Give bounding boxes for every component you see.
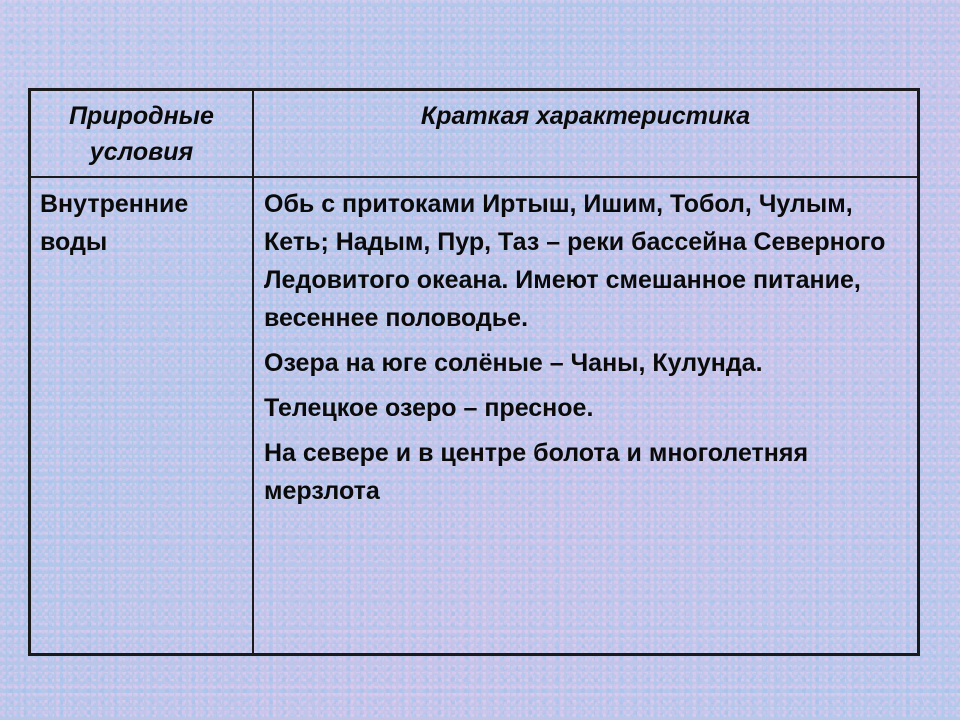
paragraph-salt-lakes: Озера на юге солёные – Чаны, Кулунда. bbox=[264, 349, 763, 377]
row-characteristic-cell bbox=[254, 178, 917, 653]
header-brief-characteristic: Краткая характеристика bbox=[254, 91, 917, 178]
paragraph-rivers: Обь с притоками Иртыш, Ишим, Тобол, Чулым, Кеть; Надым, Пур, Таз – реки бассейна Северного Ледовитого океана. Имеют смешанное питание, весеннее половодье. bbox=[264, 190, 886, 332]
characteristics-table bbox=[28, 88, 920, 656]
row-condition-cell: Внутренние воды bbox=[31, 178, 254, 653]
header-natural-conditions: Природные условия bbox=[31, 91, 254, 178]
paragraph-teletskoye-lake: Телецкое озеро – пресное. bbox=[264, 394, 594, 422]
paragraph-swamps-permafrost: На севере и в центре болота и многолетняя мерзлота bbox=[264, 439, 809, 505]
